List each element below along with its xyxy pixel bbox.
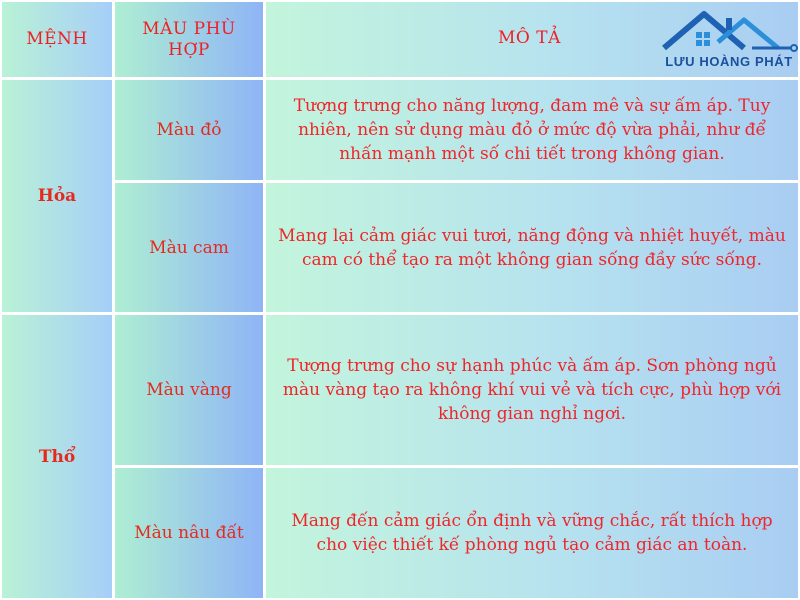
color-cell	[115, 183, 263, 312]
menh-hoa-label: Hỏa	[37, 186, 77, 206]
description-text: Mang đến cảm giác ổn định và vững chắc, rất thích hợp cho việc thiết kế phòng ngủ tạo cảm giác an toàn.	[291, 511, 773, 555]
menh-tho-label: Thổ	[38, 446, 76, 467]
header-mo-ta-label: MÔ TẢ	[498, 28, 561, 48]
color-label: Màu vàng	[146, 380, 232, 400]
header-menh	[2, 2, 112, 77]
color-label: Màu cam	[149, 237, 229, 258]
menh-tho	[2, 315, 112, 598]
description-text: Tượng trưng cho năng lượng, đam mê và sự ấm áp. Tuy nhiên, nên sử dụng màu đỏ ở mức độ vừa phải, như để nhấn mạnh một số chi tiết trong không gian.	[293, 96, 771, 164]
description-text: Mang lại cảm giác vui tươi, năng động và nhiệt huyết, màu cam có thể tạo ra một không gian sống đầy sức sống.	[278, 225, 786, 270]
header-menh-label: MỆNH	[26, 29, 88, 49]
description-cell	[266, 80, 798, 180]
description-text: Tượng trưng cho sự hạnh phúc và ấm áp. Sơn phòng ngủ màu vàng tạo ra không khí vui vẻ và tích cực, phù hợp với không gian nghỉ ngơi.	[282, 356, 782, 424]
header-mau-phu-hop	[115, 2, 263, 77]
house-roof-icon	[660, 8, 798, 56]
color-label: Màu đỏ	[156, 120, 222, 140]
description-cell	[266, 468, 798, 598]
color-cell	[115, 80, 263, 180]
logo-text: LƯU HOÀNG PHÁT	[665, 54, 793, 69]
color-cell	[115, 315, 263, 465]
description-cell	[266, 183, 798, 312]
menh-hoa	[2, 80, 112, 312]
description-cell	[266, 315, 798, 465]
color-label: Màu nâu đất	[134, 523, 244, 543]
header-mau-phu-hop-label: MÀU PHÙ HỢP	[142, 18, 236, 60]
color-cell	[115, 468, 263, 598]
company-logo	[660, 8, 798, 72]
